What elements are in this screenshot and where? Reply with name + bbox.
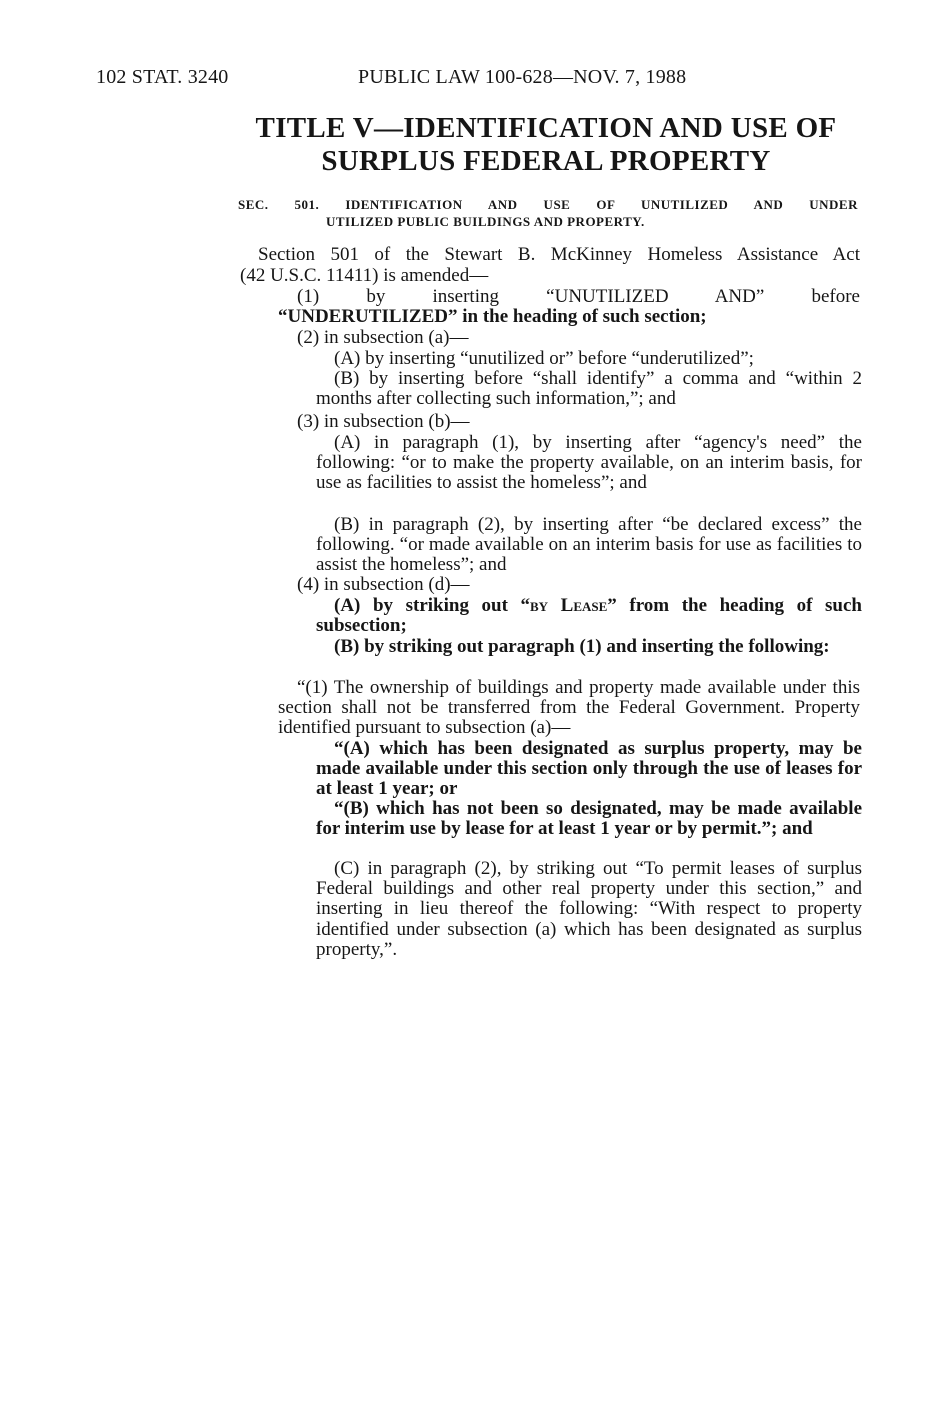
- title-line-1: TITLE V—IDENTIFICATION AND USE OF: [255, 112, 837, 144]
- section-heading-line-1: SEC. 501. IDENTIFICATION AND USE OF UNUTILIZED AND UNDER: [238, 197, 858, 212]
- item-2: (2) in subsection (a)—: [297, 327, 469, 348]
- item-2-a: (A) by inserting “unutilized or” before “underutilized”;: [334, 348, 754, 369]
- title-line-2: SURPLUS FEDERAL PROPERTY: [321, 145, 771, 177]
- section-heading: [238, 196, 858, 230]
- item-4-c: (C) in paragraph (2), by striking out “To permit leases of surplus Federal buildings and other real property under this section,” and inserting in lieu thereof the following: “With respect to property identified under subsection (a) which has been designated as surplus property,”.: [316, 858, 862, 960]
- item-4-a-text-end: ” from the heading of such subsection;: [316, 595, 862, 637]
- item-3-b: (B) in paragraph (2), by inserting after “be declared excess” the following. “or made available on an interim basis for use as facilities to assist the homeless”; and: [316, 514, 862, 576]
- public-law-reference: PUBLIC LAW 100-628—NOV. 7, 1988: [358, 66, 687, 88]
- item-1-line-1: (1) by inserting “UNUTILIZED AND” before: [297, 286, 860, 307]
- item-4-a-small-caps: by Lease: [530, 595, 608, 616]
- item-2-b: (B) by inserting before “shall identify” a comma and “within 2 months after collecting such information,”; and: [316, 368, 862, 410]
- statute-page-reference: 102 STAT. 3240: [96, 66, 229, 88]
- section-heading-line-2: UTILIZED PUBLIC BUILDINGS AND PROPERTY.: [326, 214, 645, 229]
- item-4-a-text-start: (A) by striking out “: [334, 595, 531, 616]
- quoted-subparagraph-a: “(A) which has been designated as surplus property, may be made available under this section only through the use of leases for at least 1 year; or: [316, 738, 862, 800]
- intro-line-2: (42 U.S.C. 11411) is amended—: [240, 265, 489, 286]
- item-3-a: (A) in paragraph (1), by inserting after “agency's need” the following: “or to make the property available, on an interim basis, for use as facilities to assist the homeless”; and: [316, 432, 862, 494]
- item-4: (4) in subsection (d)—: [297, 574, 470, 595]
- page-header: [96, 66, 856, 96]
- item-1-line-2: “UNDERUTILIZED” in the heading of such section;: [278, 306, 707, 327]
- intro-line-1: Section 501 of the Stewart B. McKinney Homeless Assistance Act: [258, 244, 860, 265]
- item-4-b: (B) by striking out paragraph (1) and inserting the following:: [334, 636, 830, 657]
- quoted-subparagraph-b: “(B) which has not been so designated, may be made available for interim use by lease for at least 1 year or by permit.”; and: [316, 798, 862, 840]
- title-heading: [186, 112, 906, 178]
- quoted-paragraph-1: “(1) The ownership of buildings and property made available under this section shall not be transferred from the Federal Government. Property identified pursuant to subsection (a)—: [278, 677, 860, 739]
- item-3: (3) in subsection (b)—: [297, 411, 470, 432]
- item-4-a: [316, 596, 862, 636]
